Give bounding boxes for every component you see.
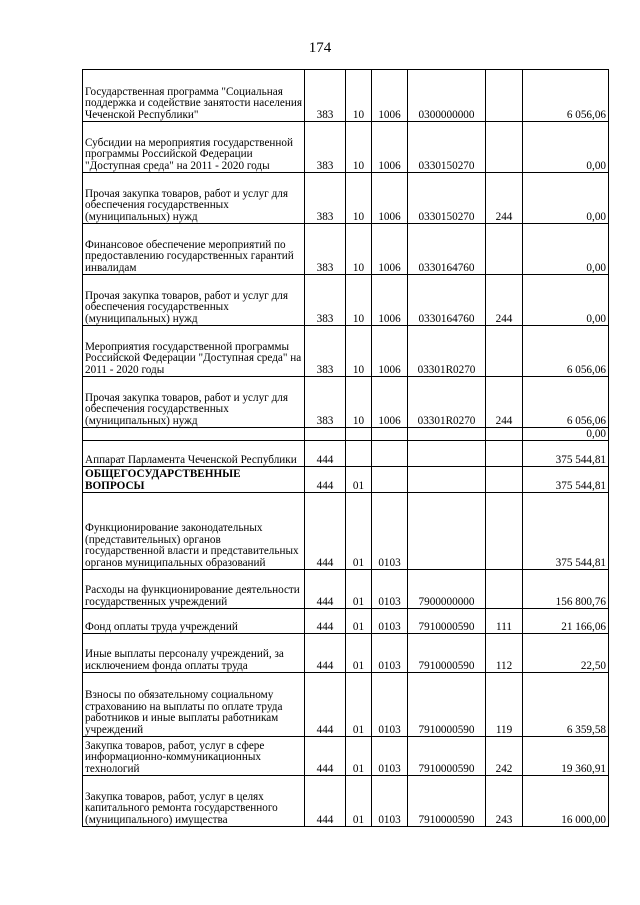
row-amount: 6 359,58 (523, 673, 609, 737)
row-ved: 383 (305, 224, 346, 275)
row-pr: 1006 (372, 326, 408, 377)
table-row (83, 467, 609, 493)
row-rz: 10 (346, 326, 372, 377)
row-rz: 01 (346, 570, 372, 609)
row-rz: 10 (346, 377, 372, 428)
row-pr: 1006 (372, 173, 408, 224)
row-name: Аппарат Парламента Чеченской Республики (83, 441, 305, 467)
row-vr (486, 441, 523, 467)
row-name: Взносы по обязательному социальному страхованию на выплаты по оплате труда работников и иные выплаты работникам учреждений (83, 673, 305, 737)
row-amount: 6 056,06 (523, 70, 609, 122)
row-amount: 0,00 (523, 122, 609, 173)
row-ved: 383 (305, 377, 346, 428)
row-name: Иные выплаты персоналу учреждений, за исключением фонда оплаты труда (83, 634, 305, 673)
table-row (83, 634, 609, 673)
row-amount: 16 000,00 (523, 776, 609, 827)
row-ved (305, 428, 346, 441)
row-vr (486, 570, 523, 609)
row-name: Функционирование законодательных (представительных) органов государственной власти и представительных органов муниципальных образований (83, 493, 305, 570)
row-amount: 375 544,81 (523, 441, 609, 467)
table-row (83, 609, 609, 634)
row-vr (486, 224, 523, 275)
row-name: Прочая закупка товаров, работ и услуг для обеспечения государственных (муниципальных) нужд (83, 275, 305, 326)
row-amount: 156 800,76 (523, 570, 609, 609)
table-row (83, 326, 609, 377)
row-amount: 0,00 (523, 275, 609, 326)
row-amount: 0,00 (523, 224, 609, 275)
budget-table (82, 69, 609, 827)
row-vr (486, 122, 523, 173)
row-name: Субсидии на мероприятия государственной программы Российской Федерации "Доступная среда" на 2011 - 2020 годы (83, 122, 305, 173)
row-name: Фонд оплаты труда учреждений (83, 609, 305, 634)
row-vr: 244 (486, 377, 523, 428)
table-row (83, 70, 609, 122)
row-csr: 7910000590 (408, 634, 486, 673)
row-ved: 444 (305, 776, 346, 827)
row-name: ОБЩЕГОСУДАРСТВЕННЫЕ ВОПРОСЫ (83, 467, 305, 493)
row-pr: 0103 (372, 634, 408, 673)
row-name: Расходы на функционирование деятельности государственных учреждений (83, 570, 305, 609)
row-name: Прочая закупка товаров, работ и услуг для обеспечения государственных (муниципальных) нужд (83, 173, 305, 224)
row-pr (372, 428, 408, 441)
row-rz: 01 (346, 673, 372, 737)
row-pr: 0103 (372, 570, 408, 609)
row-amount: 19 360,91 (523, 737, 609, 776)
row-rz: 10 (346, 70, 372, 122)
row-ved: 383 (305, 122, 346, 173)
row-pr: 1006 (372, 70, 408, 122)
table-row (83, 428, 609, 441)
row-vr (486, 428, 523, 441)
row-rz (346, 428, 372, 441)
row-ved: 444 (305, 673, 346, 737)
row-ved: 444 (305, 634, 346, 673)
row-amount: 0,00 (523, 428, 609, 441)
row-csr (408, 428, 486, 441)
row-rz: 10 (346, 173, 372, 224)
row-vr (486, 326, 523, 377)
row-amount: 375 544,81 (523, 493, 609, 570)
row-pr (372, 467, 408, 493)
row-pr: 0103 (372, 673, 408, 737)
row-csr: 0300000000 (408, 70, 486, 122)
row-name: Прочая закупка товаров, работ и услуг для обеспечения государственных (муниципальных) нужд (83, 377, 305, 428)
row-csr: 0330164760 (408, 224, 486, 275)
row-pr: 1006 (372, 122, 408, 173)
row-ved: 444 (305, 737, 346, 776)
table-row (83, 570, 609, 609)
row-vr (486, 493, 523, 570)
row-vr: 119 (486, 673, 523, 737)
table-row (83, 173, 609, 224)
row-amount: 22,50 (523, 634, 609, 673)
table-row (83, 275, 609, 326)
row-vr: 243 (486, 776, 523, 827)
row-pr: 0103 (372, 609, 408, 634)
row-pr: 0103 (372, 737, 408, 776)
row-vr: 112 (486, 634, 523, 673)
row-csr: 7910000590 (408, 609, 486, 634)
row-pr: 0103 (372, 776, 408, 827)
row-name (83, 428, 305, 441)
row-vr: 242 (486, 737, 523, 776)
row-csr (408, 467, 486, 493)
page-number: 174 (308, 40, 332, 56)
row-name: Мероприятия государственной программы Российской Федерации "Доступная среда" на 2011 - 2020 годы (83, 326, 305, 377)
table-row (83, 224, 609, 275)
row-name: Финансовое обеспечение мероприятий по предоставлению государственных гарантий инвалидам (83, 224, 305, 275)
row-csr: 0330150270 (408, 173, 486, 224)
row-pr: 1006 (372, 377, 408, 428)
row-rz: 10 (346, 224, 372, 275)
row-ved: 444 (305, 570, 346, 609)
row-ved: 444 (305, 467, 346, 493)
row-rz: 01 (346, 634, 372, 673)
row-vr: 244 (486, 173, 523, 224)
table-row (83, 673, 609, 737)
row-name: Закупка товаров, работ, услуг в целях капитального ремонта государственного (муниципального) имущества (83, 776, 305, 827)
row-amount: 6 056,06 (523, 377, 609, 428)
row-vr: 244 (486, 275, 523, 326)
row-rz: 01 (346, 609, 372, 634)
row-rz: 10 (346, 275, 372, 326)
row-rz: 01 (346, 493, 372, 570)
row-name: Закупка товаров, работ, услуг в сфере информационно-коммуникационных технологий (83, 737, 305, 776)
table-row (83, 122, 609, 173)
row-csr: 03301R0270 (408, 326, 486, 377)
row-csr: 7910000590 (408, 673, 486, 737)
table-row (83, 776, 609, 827)
table-row (83, 377, 609, 428)
row-rz (346, 441, 372, 467)
row-ved: 444 (305, 609, 346, 634)
row-vr (486, 467, 523, 493)
row-amount: 6 056,06 (523, 326, 609, 377)
row-csr: 0330150270 (408, 122, 486, 173)
table-row (83, 441, 609, 467)
row-amount: 0,00 (523, 173, 609, 224)
row-pr: 1006 (372, 275, 408, 326)
row-pr (372, 441, 408, 467)
table-row (83, 737, 609, 776)
row-amount: 21 166,06 (523, 609, 609, 634)
row-rz: 01 (346, 737, 372, 776)
row-csr: 7910000590 (408, 776, 486, 827)
row-ved: 383 (305, 173, 346, 224)
row-ved: 383 (305, 326, 346, 377)
row-rz: 10 (346, 122, 372, 173)
row-rz: 01 (346, 467, 372, 493)
row-csr (408, 441, 486, 467)
row-name: Государственная программа "Социальная поддержка и содействие занятости населения Чеченской Республики" (83, 70, 305, 122)
row-csr: 7910000590 (408, 737, 486, 776)
row-amount: 375 544,81 (523, 467, 609, 493)
row-pr: 0103 (372, 493, 408, 570)
row-ved: 444 (305, 441, 346, 467)
row-ved: 444 (305, 493, 346, 570)
row-vr: 111 (486, 609, 523, 634)
row-ved: 383 (305, 275, 346, 326)
row-vr (486, 70, 523, 122)
row-csr (408, 493, 486, 570)
table-row (83, 493, 609, 570)
row-ved: 383 (305, 70, 346, 122)
row-pr: 1006 (372, 224, 408, 275)
row-csr: 7900000000 (408, 570, 486, 609)
row-rz: 01 (346, 776, 372, 827)
row-csr: 03301R0270 (408, 377, 486, 428)
row-csr: 0330164760 (408, 275, 486, 326)
